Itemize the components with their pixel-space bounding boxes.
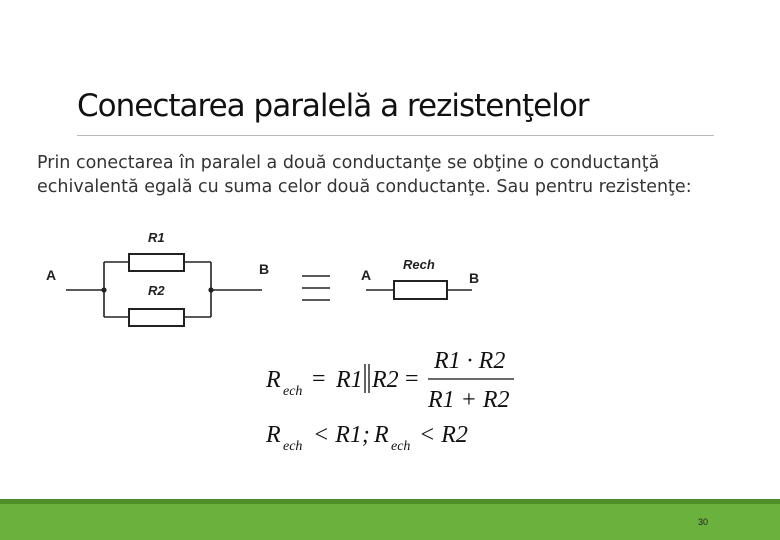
formula-r: R: [266, 367, 281, 393]
formula-equals-2: =: [405, 366, 419, 392]
formula-denominator: R1 + R2: [428, 387, 510, 413]
label-r2: R2: [148, 283, 165, 298]
footer-bar: [0, 499, 780, 540]
slide-title: Conectarea paralelă a rezistenţelor: [77, 88, 589, 124]
inequality-r-b: R: [374, 422, 389, 448]
formula-r2: R2: [372, 367, 399, 393]
page-number: 30: [698, 517, 709, 527]
label-rech: Rech: [403, 257, 435, 272]
label-r1: R1: [148, 230, 165, 245]
label-eq-a: A: [361, 267, 372, 283]
formula-subscript-ech: ech: [283, 384, 303, 399]
inequality-subscript-b: ech: [391, 439, 411, 454]
inequality-lt-r1: < R1;: [313, 422, 370, 448]
inequality-lt-r2: < R2: [419, 422, 468, 448]
formula-r1: R1: [336, 367, 363, 393]
inequality-r-a: R: [266, 422, 281, 448]
label-node-a: A: [46, 267, 57, 283]
footer-edge: [0, 499, 780, 504]
label-node-b: B: [259, 261, 270, 277]
formula-equals: =: [312, 366, 326, 392]
formula-numerator: R1 · R2: [434, 348, 506, 374]
label-eq-b: B: [469, 270, 480, 286]
body-paragraph: Prin conectarea în paralel a două conductanţe se obţine o conductanţă echivalentă egală cu suma celor două conductanţe. Sau pentru rezistenţe:: [37, 153, 692, 197]
inequality-subscript-a: ech: [283, 439, 303, 454]
